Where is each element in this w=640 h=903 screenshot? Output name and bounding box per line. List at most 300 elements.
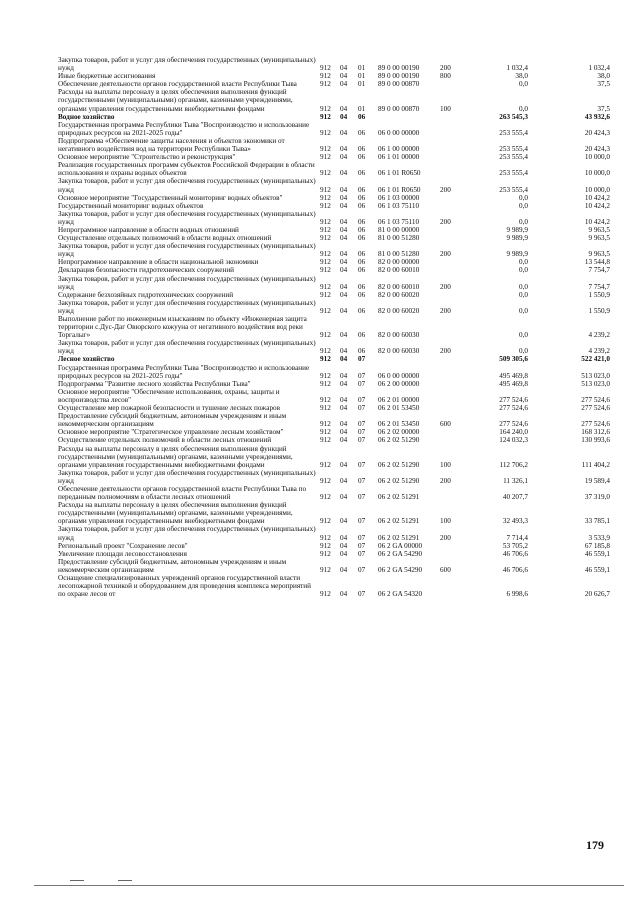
- row-name: Обеспечение деятельности органов государственной власти Республики Тыва: [58, 80, 297, 89]
- row-expense-type: [440, 364, 464, 380]
- row-name: Закупка товаров, работ и услуг для обеспечения государственных (муниципальных) нужд: [58, 339, 316, 356]
- row-amount-year-2: 7 754,7: [588, 266, 610, 275]
- row-admin-code: 912: [320, 533, 331, 542]
- row-expense-type: [440, 137, 464, 153]
- row-subsection-code: 07: [358, 533, 366, 542]
- row-name: Государственная программа Республики Тыва "Воспроизводство и использование природных ресурсов на 2021-2025 годы": [58, 363, 310, 380]
- row-amount-year-1: 277 524,6: [499, 395, 528, 404]
- row-amount-year-1: 0,0: [519, 104, 528, 113]
- table-row: [58, 404, 610, 412]
- row-subsection-code: 01: [358, 80, 366, 89]
- row-expense-type: [440, 153, 464, 161]
- row-amount-year-1: 253 555,4: [499, 128, 528, 137]
- table-row: [58, 364, 610, 380]
- row-expense-type: [440, 388, 464, 404]
- table-row: [58, 485, 610, 501]
- table-row: [58, 72, 610, 80]
- row-target-article: 06 2 GA 54290: [378, 565, 423, 574]
- row-expense-type: [440, 436, 464, 444]
- row-amount-year-1: 495 469,8: [499, 371, 528, 380]
- row-section-code: 04: [340, 64, 348, 73]
- row-amount-year-2: 10 424,2: [584, 201, 610, 210]
- row-name: Закупка товаров, работ и услуг для обеспечения государственных (муниципальных) нужд: [58, 209, 316, 226]
- row-section-code: 04: [340, 331, 348, 340]
- row-section-code: 04: [340, 80, 348, 89]
- table-row: [58, 339, 610, 355]
- row-target-article: 06 2 02 00000: [378, 428, 420, 437]
- row-amount-year-1: 277 524,6: [499, 404, 528, 413]
- row-amount-year-1: 263 545,3: [499, 112, 528, 121]
- row-expense-type: [440, 380, 464, 388]
- row-admin-code: 912: [320, 169, 331, 178]
- row-amount-year-2: 43 932,6: [584, 112, 610, 121]
- row-target-article: 82 0 00 60030: [378, 347, 420, 356]
- row-subsection-code: 07: [358, 395, 366, 404]
- row-admin-code: 912: [320, 217, 331, 226]
- row-amount-year-1: 253 555,4: [499, 169, 528, 178]
- row-name: Закупка товаров, работ и услуг для обеспечения государственных (муниципальных) нужд: [58, 274, 316, 291]
- row-amount-year-1: 509 305,6: [499, 355, 528, 364]
- row-amount-year-1: 0,0: [519, 217, 528, 226]
- row-name: Увеличение площади лесовосстановления: [58, 549, 187, 558]
- row-target-article: [378, 355, 440, 363]
- row-target-article: 06 2 01 53450: [378, 404, 420, 413]
- row-name: Региональный проект "Сохранение лесов": [58, 541, 188, 550]
- row-amount-year-2: 111 404,2: [581, 460, 610, 469]
- row-amount-year-2: 13 544,8: [584, 258, 610, 267]
- row-admin-code: 912: [320, 153, 331, 162]
- row-amount-year-2: 1 032,4: [588, 64, 610, 73]
- row-name: Предоставление субсидий бюджетным, автономным учреждениям и иным некоммерческим организациям: [58, 557, 287, 574]
- row-subsection-code: 07: [358, 549, 366, 558]
- table-row: [58, 242, 610, 258]
- row-amount-year-2: 20 424,3: [584, 145, 610, 154]
- row-admin-code: 912: [320, 128, 331, 137]
- row-subsection-code: 07: [358, 476, 366, 485]
- row-target-article: 06 0 00 00000: [378, 371, 420, 380]
- row-admin-code: 912: [320, 234, 331, 243]
- row-expense-type: 600: [440, 565, 451, 574]
- row-admin-code: 912: [320, 266, 331, 275]
- row-name: Водное хозяйство: [58, 112, 115, 121]
- row-expense-type: [440, 121, 464, 137]
- row-expense-type: [440, 355, 464, 363]
- row-name: Государственная программа Республики Тыва "Воспроизводство и использование природных ресурсов на 2021-2025 годы": [58, 120, 310, 137]
- row-section-code: 04: [340, 533, 348, 542]
- row-expense-type: 200: [440, 476, 451, 485]
- row-admin-code: 912: [320, 436, 331, 445]
- row-expense-type: 100: [440, 517, 451, 526]
- row-amount-year-2: 10 000,0: [584, 153, 610, 162]
- row-admin-code: 912: [320, 379, 331, 388]
- row-subsection-code: 06: [358, 306, 366, 315]
- row-amount-year-1: 0,0: [519, 282, 528, 291]
- table-row: [58, 113, 610, 121]
- row-amount-year-2: 33 785,1: [584, 517, 610, 526]
- row-section-code: 04: [340, 169, 348, 178]
- row-section-code: 04: [340, 234, 348, 243]
- row-admin-code: 912: [320, 395, 331, 404]
- row-section-code: 04: [340, 201, 348, 210]
- row-section-code: 04: [340, 306, 348, 315]
- row-name: Закупка товаров, работ и услуг для обеспечения государственных (муниципальных) нужд: [58, 242, 316, 259]
- table-row: [58, 88, 610, 112]
- row-name: Закупка товаров, работ и услуг для обеспечения государственных (муниципальных) нужд: [58, 177, 316, 194]
- row-target-article: 06 1 01 R0650: [378, 185, 421, 194]
- row-target-article: [378, 113, 440, 121]
- row-section-code: 04: [340, 355, 348, 364]
- row-target-article: 06 1 00 00000: [378, 145, 420, 154]
- row-subsection-code: 06: [358, 282, 366, 291]
- row-section-code: 04: [340, 371, 348, 380]
- row-section-code: 04: [340, 404, 348, 413]
- row-subsection-code: 06: [358, 169, 366, 178]
- row-section-code: 04: [340, 72, 348, 81]
- row-target-article: 06 2 01 00000: [378, 395, 420, 404]
- row-section-code: 04: [340, 379, 348, 388]
- table-row: [58, 380, 610, 388]
- row-section-code: 04: [340, 428, 348, 437]
- table-row: [58, 177, 610, 193]
- row-amount-year-2: 46 559,1: [584, 549, 610, 558]
- row-amount-year-2: 10 000,0: [584, 185, 610, 194]
- row-amount-year-2: 67 185,8: [584, 541, 610, 550]
- row-target-article: 81 0 00 51280: [378, 250, 420, 259]
- row-target-article: 06 2 GA 54320: [378, 590, 423, 599]
- row-admin-code: 912: [320, 355, 331, 364]
- row-admin-code: 912: [320, 201, 331, 210]
- row-target-article: 82 0 00 60020: [378, 306, 420, 315]
- row-amount-year-1: 9 989,9: [506, 250, 528, 259]
- row-admin-code: 912: [320, 371, 331, 380]
- row-amount-year-1: 495 469,8: [499, 379, 528, 388]
- row-amount-year-2: 513 023,0: [581, 379, 610, 388]
- row-subsection-code: 07: [358, 565, 366, 574]
- row-expense-type: 200: [440, 533, 451, 542]
- row-section-code: 04: [340, 347, 348, 356]
- row-name: Оснащение специализированных учреждений органов государственной власти лесопожарной техникой и оборудованием для проведения комплекса мероприятий по охране лесов от: [58, 574, 311, 599]
- row-expense-type: [440, 194, 464, 202]
- table-row: [58, 501, 610, 525]
- row-subsection-code: 07: [358, 460, 366, 469]
- row-admin-code: 912: [320, 193, 331, 202]
- row-name: Основное мероприятие "Стратегическое управление лесным хозяйством": [58, 428, 284, 437]
- row-subsection-code: 07: [358, 404, 366, 413]
- row-subsection-code: 07: [358, 428, 366, 437]
- row-subsection-code: 06: [358, 225, 366, 234]
- row-expense-type: [440, 234, 464, 242]
- table-row: [58, 299, 610, 315]
- row-name: Основное мероприятие "Обеспечение использования, охраны, защиты и воспроизводства лесов": [58, 387, 280, 404]
- row-expense-type: [440, 574, 464, 598]
- row-target-article: 06 2 02 51290: [378, 476, 420, 485]
- row-expense-type: 100: [440, 460, 451, 469]
- table-row: [58, 161, 610, 177]
- row-name: Предоставление субсидий бюджетным, автономным учреждениям и иным некоммерческим организациям: [58, 412, 287, 429]
- table-row: [58, 355, 610, 363]
- row-name: Закупка товаров, работ и услуг для обеспечения государственных (муниципальных) нужд: [58, 298, 316, 315]
- budget-table: [58, 56, 610, 598]
- row-expense-type: [440, 80, 464, 88]
- row-amount-year-2: 277 524,6: [581, 420, 610, 429]
- row-amount-year-2: 20 424,3: [584, 128, 610, 137]
- row-section-code: 04: [340, 225, 348, 234]
- row-admin-code: 912: [320, 404, 331, 413]
- row-admin-code: 912: [320, 282, 331, 291]
- row-admin-code: 912: [320, 104, 331, 113]
- row-name: Основное мероприятие "Государственный мониторинг водных объектов": [58, 193, 283, 202]
- row-amount-year-1: 46 706,6: [502, 549, 528, 558]
- row-section-code: 04: [340, 290, 348, 299]
- row-amount-year-1: 0,0: [519, 290, 528, 299]
- row-target-article: 82 0 00 60010: [378, 266, 420, 275]
- row-amount-year-2: 10 424,2: [584, 217, 610, 226]
- table-row: [58, 574, 610, 598]
- row-amount-year-2: 38,0: [597, 72, 610, 81]
- row-expense-type: [440, 266, 464, 274]
- row-target-article: 06 2 02 51290: [378, 460, 420, 469]
- row-amount-year-2: 4 239,2: [588, 347, 610, 356]
- row-target-article: 81 0 00 51280: [378, 234, 420, 243]
- table-row: [58, 210, 610, 226]
- row-amount-year-1: 0,0: [519, 331, 528, 340]
- row-admin-code: 912: [320, 428, 331, 437]
- row-admin-code: 912: [320, 331, 331, 340]
- row-amount-year-1: 0,0: [519, 80, 528, 89]
- row-expense-type: [440, 428, 464, 436]
- row-amount-year-2: 513 023,0: [581, 371, 610, 380]
- row-target-article: 06 2 01 53450: [378, 420, 420, 429]
- row-target-article: 82 0 00 60020: [378, 290, 420, 299]
- row-section-code: 04: [340, 493, 348, 502]
- row-amount-year-1: 38,0: [515, 72, 528, 81]
- row-amount-year-1: 112 706,2: [499, 460, 528, 469]
- row-name: Закупка товаров, работ и услуг для обеспечения государственных (муниципальных) нужд: [58, 468, 316, 485]
- row-amount-year-1: 46 706,6: [502, 565, 528, 574]
- row-expense-type: [440, 161, 464, 177]
- row-name: Осуществление отдельных полномочий в области лесных отношений: [58, 436, 272, 445]
- row-admin-code: 912: [320, 347, 331, 356]
- row-name: Расходы на выплаты персоналу в целях обеспечения выполнения функций государственными (муниципальными) органами, казенными учреждениями, органами управления государственными внебюджетными фондами: [58, 501, 293, 526]
- row-admin-code: 912: [320, 565, 331, 574]
- row-amount-year-2: 10 424,2: [584, 193, 610, 202]
- row-admin-code: 912: [320, 258, 331, 267]
- row-target-article: 06 2 00 00000: [378, 379, 420, 388]
- row-section-code: 04: [340, 258, 348, 267]
- row-section-code: 04: [340, 185, 348, 194]
- row-section-code: 04: [340, 282, 348, 291]
- row-target-article: 06 2 GA 00000: [378, 541, 423, 550]
- row-admin-code: 912: [320, 476, 331, 485]
- row-subsection-code: 06: [358, 145, 366, 154]
- row-section-code: 04: [340, 217, 348, 226]
- row-section-code: 04: [340, 476, 348, 485]
- row-amount-year-2: 130 993,6: [581, 436, 610, 445]
- row-target-article: 82 0 00 60010: [378, 282, 420, 291]
- row-amount-year-2: 10 000,0: [584, 169, 610, 178]
- row-subsection-code: 01: [358, 64, 366, 73]
- row-amount-year-2: 1 550,9: [588, 306, 610, 315]
- row-subsection-code: 07: [358, 371, 366, 380]
- row-subsection-code: 07: [358, 590, 366, 599]
- row-target-article: 82 0 00 00000: [378, 258, 420, 267]
- footer-tick-mark: [118, 880, 132, 881]
- table-row: [58, 121, 610, 137]
- row-subsection-code: 06: [358, 112, 366, 121]
- row-subsection-code: 07: [358, 541, 366, 550]
- row-section-code: 04: [340, 541, 348, 550]
- row-section-code: 04: [340, 128, 348, 137]
- row-subsection-code: 06: [358, 258, 366, 267]
- row-expense-type: 200: [440, 306, 451, 315]
- table-row: [58, 542, 610, 550]
- row-target-article: 06 2 02 51291: [378, 517, 420, 526]
- row-section-code: 04: [340, 590, 348, 599]
- row-amount-year-2: 9 963,5: [588, 225, 610, 234]
- row-subsection-code: 07: [358, 355, 366, 364]
- row-target-article: 06 2 02 51291: [378, 493, 420, 502]
- row-expense-type: [440, 485, 464, 501]
- row-admin-code: 912: [320, 112, 331, 121]
- row-section-code: 04: [340, 145, 348, 154]
- row-amount-year-1: 9 989,9: [506, 225, 528, 234]
- row-name: Подпрограмма "Развитие лесного хозяйства Республики Тыва": [58, 379, 251, 388]
- table-row: [58, 275, 610, 291]
- row-target-article: 89 0 00 00190: [378, 64, 420, 73]
- row-name: Обеспечение деятельности органов государственной власти Республики Тыва по переданным полномочиям в области лесных отношений: [58, 484, 307, 502]
- row-subsection-code: 01: [358, 104, 366, 113]
- row-section-code: 04: [340, 420, 348, 429]
- row-target-article: 06 2 02 51291: [378, 533, 420, 542]
- row-expense-type: 200: [440, 347, 451, 356]
- row-name: Непрограммное направление в области национальной экономики: [58, 258, 259, 267]
- row-amount-year-1: 11 326,1: [503, 476, 528, 485]
- row-section-code: 04: [340, 565, 348, 574]
- row-amount-year-2: 20 626,7: [584, 590, 610, 599]
- row-subsection-code: 06: [358, 193, 366, 202]
- row-subsection-code: 07: [358, 436, 366, 445]
- row-amount-year-1: 164 240,0: [499, 428, 528, 437]
- row-name: Закупка товаров, работ и услуг для обеспечения государственных (муниципальных) нужд: [58, 56, 316, 73]
- row-subsection-code: 06: [358, 185, 366, 194]
- row-section-code: 04: [340, 112, 348, 121]
- table-row: [58, 266, 610, 274]
- row-expense-type: 200: [440, 217, 451, 226]
- row-subsection-code: 06: [358, 347, 366, 356]
- row-admin-code: 912: [320, 517, 331, 526]
- row-subsection-code: 06: [358, 128, 366, 137]
- row-name: Государственный мониторинг водных объектов: [58, 201, 204, 210]
- table-row: [58, 234, 610, 242]
- row-subsection-code: 07: [358, 517, 366, 526]
- row-admin-code: 912: [320, 541, 331, 550]
- row-expense-type: [440, 542, 464, 550]
- row-target-article: 06 1 03 75110: [378, 217, 420, 226]
- row-target-article: 06 1 03 75110: [378, 201, 420, 210]
- row-amount-year-1: 0,0: [519, 306, 528, 315]
- row-amount-year-1: 277 524,6: [499, 420, 528, 429]
- row-subsection-code: 06: [358, 290, 366, 299]
- row-expense-type: [440, 258, 464, 266]
- table-row: [58, 315, 610, 339]
- row-expense-type: [440, 315, 464, 339]
- row-target-article: 89 0 00 00190: [378, 72, 420, 81]
- row-amount-year-1: 9 989,9: [506, 234, 528, 243]
- row-expense-type: [440, 202, 464, 210]
- row-amount-year-2: 37,5: [597, 80, 610, 89]
- row-name: Выполнение работ по инженерным изысканиям по объекту «Инженерная защита территории с.Дус-Даг Овюрского кожууна от негативного воздействия вод реки Торгалыг»: [58, 315, 307, 340]
- row-expense-type: 200: [440, 282, 451, 291]
- row-expense-type: 100: [440, 104, 451, 113]
- row-admin-code: 912: [320, 290, 331, 299]
- table-row: [58, 258, 610, 266]
- row-amount-year-1: 0,0: [519, 266, 528, 275]
- row-amount-year-1: 0,0: [519, 193, 528, 202]
- footer-rule: [34, 885, 624, 886]
- table-row: [58, 291, 610, 299]
- table-row: [58, 137, 610, 153]
- row-amount-year-1: 253 555,4: [499, 185, 528, 194]
- row-admin-code: 912: [320, 145, 331, 154]
- table-row: [58, 412, 610, 428]
- row-amount-year-2: 168 312,6: [581, 428, 610, 437]
- row-expense-type: [440, 291, 464, 299]
- row-amount-year-1: 0,0: [519, 201, 528, 210]
- row-section-code: 04: [340, 153, 348, 162]
- table-row: [58, 525, 610, 541]
- row-subsection-code: 06: [358, 331, 366, 340]
- row-target-article: 82 0 00 60030: [378, 331, 420, 340]
- row-amount-year-2: 522 421,0: [581, 355, 610, 364]
- row-name: Декларация безопасности гидротехнических сооружений: [58, 266, 235, 275]
- row-name: Основное мероприятие "Строительство и реконструкция": [58, 153, 236, 162]
- row-subsection-code: 07: [358, 420, 366, 429]
- row-amount-year-2: 9 963,5: [588, 250, 610, 259]
- row-admin-code: 912: [320, 64, 331, 73]
- row-amount-year-2: 1 550,9: [588, 290, 610, 299]
- row-name: Расходы на выплаты персоналу в целях обеспечения выполнения функций государственными (муниципальными) органами, казенными учреждениями, органами управления государственными внебюджетными фондами: [58, 444, 293, 469]
- footer-tick-mark: [70, 880, 84, 881]
- row-amount-year-2: 19 589,4: [584, 476, 610, 485]
- row-subsection-code: 07: [358, 493, 366, 502]
- row-amount-year-2: 37,5: [597, 104, 610, 113]
- row-expense-type: [440, 226, 464, 234]
- row-amount-year-2: 4 239,2: [588, 331, 610, 340]
- row-amount-year-2: 277 524,6: [581, 395, 610, 404]
- row-expense-type: 200: [440, 185, 451, 194]
- row-section-code: 04: [340, 250, 348, 259]
- row-amount-year-2: 46 559,1: [584, 565, 610, 574]
- row-admin-code: 912: [320, 306, 331, 315]
- row-section-code: 04: [340, 517, 348, 526]
- row-amount-year-1: 7 714,4: [506, 533, 528, 542]
- row-target-article: 06 1 01 00000: [378, 153, 420, 162]
- row-amount-year-1: 124 032,3: [499, 436, 528, 445]
- row-section-code: 04: [340, 266, 348, 275]
- table-row: [58, 428, 610, 436]
- row-admin-code: 912: [320, 185, 331, 194]
- row-name: Закупка товаров, работ и услуг для обеспечения государственных (муниципальных) нужд: [58, 525, 316, 542]
- row-target-article: 06 1 03 00000: [378, 193, 420, 202]
- row-target-article: 89 0 00 00870: [378, 104, 420, 113]
- table-row: [58, 558, 610, 574]
- row-target-article: 06 1 01 R0650: [378, 169, 421, 178]
- table-row: [58, 153, 610, 161]
- table-row: [58, 436, 610, 444]
- row-target-article: 06 2 GA 54290: [378, 549, 423, 558]
- row-subsection-code: 06: [358, 217, 366, 226]
- row-subsection-code: 01: [358, 72, 366, 81]
